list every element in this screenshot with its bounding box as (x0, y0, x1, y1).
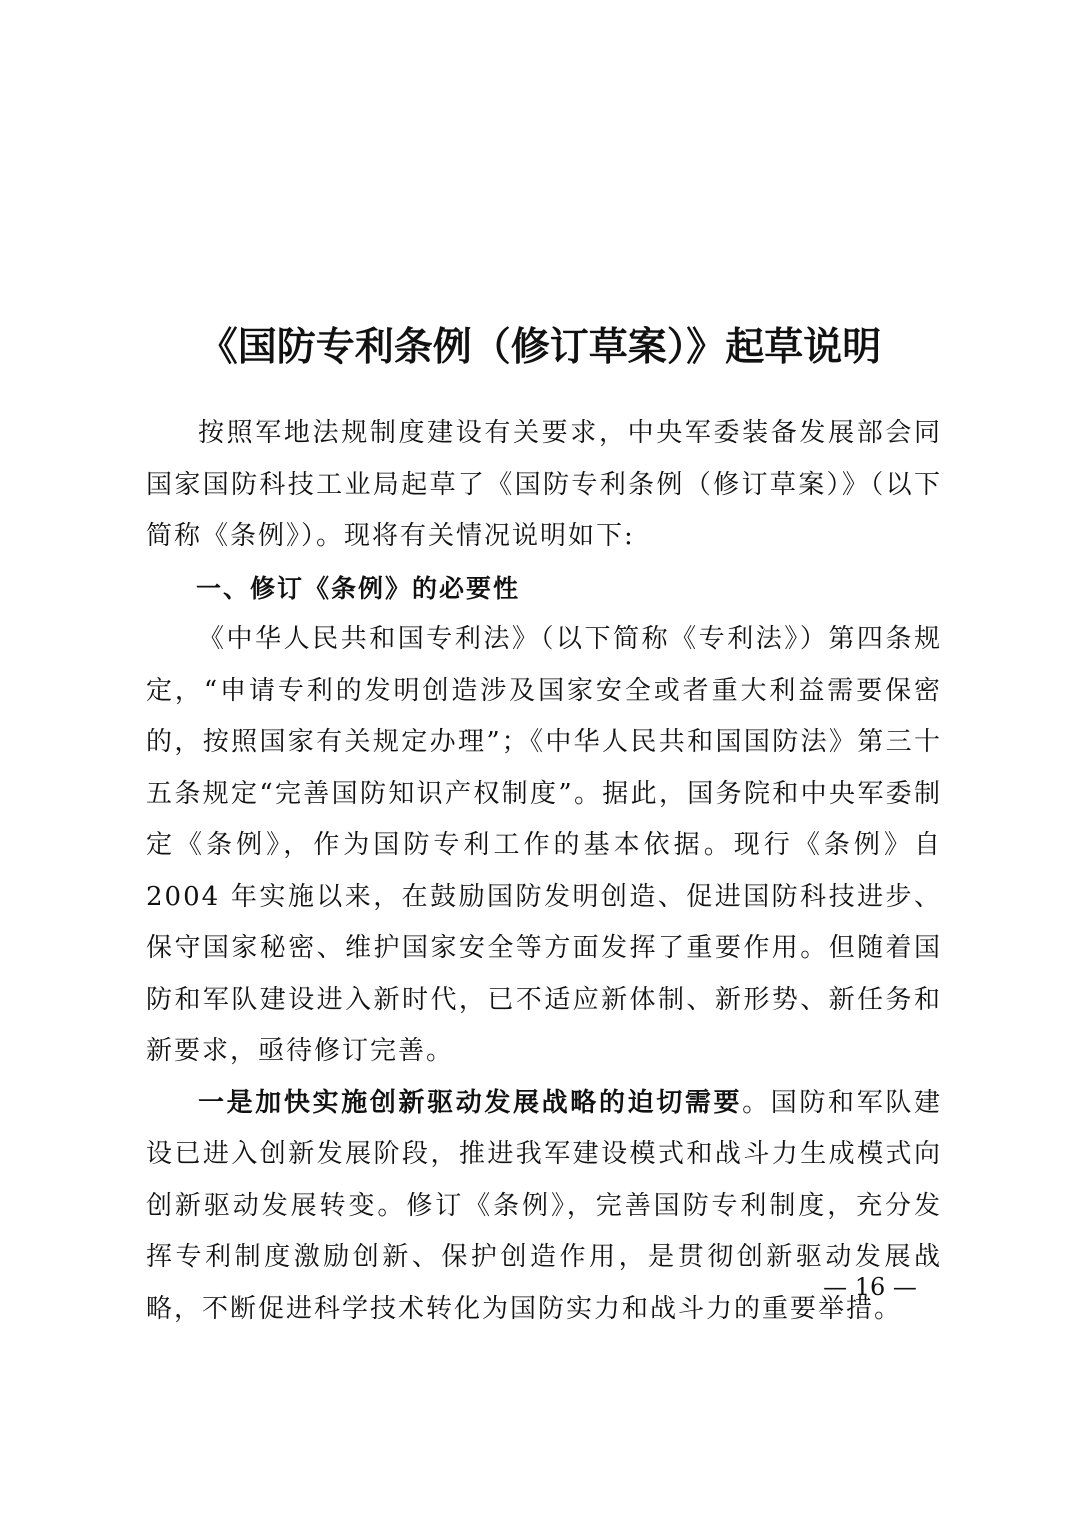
innovation-text: 。国防和军队建设已进入创新发展阶段，推进我军建设模式和战斗力生成模式向创新驱动发展转变。修订《条例》，完善国防专利制度，充分发挥专利制度激励创新、保护创造作用，是贯彻创新驱动发展战略，不断促进科学技术转化为国防实力和战斗力的重要举措。 (146, 1087, 942, 1324)
page-number: — 16 — (823, 1273, 917, 1301)
document-title: 《国防专利条例（修订草案）》起草说明 (198, 325, 882, 371)
innovation-lead: 一是加快实施创新驱动发展战略的迫切需要 (198, 1087, 743, 1118)
document-body (146, 408, 942, 1335)
section-heading: 一、修订《条例》的必要性 (196, 573, 521, 603)
necessity-paragraph: 《中华人民共和国专利法》（以下简称《专利法》）第四条规定，“申请专利的发明创造涉及国家安全或者重大利益需要保密的，按照国家有关规定办理”；《中华人民共和国国防法》第三十五条规定“完善国防知识产权制度”。据此，国务院和中央军委制定《条例》，作为国防专利工作的基本依据。现行《条例》自 2004 年实施以来，在鼓励国防发明创造、促进国防科技进步、保守国家秘密、维护国家安全等方面发挥了重要作用。但随着国防和军队建设进入新时代，已不适应新体制、新形势、新任务和新要求，亟待修订完善。 (146, 624, 942, 1066)
intro-paragraph: 按照军地法规制度建设有关要求，中央军委装备发展部会同国家国防科技工业局起草了《国防专利条例（修订草案）》（以下简称《条例》）。现将有关情况说明如下: (146, 418, 942, 551)
